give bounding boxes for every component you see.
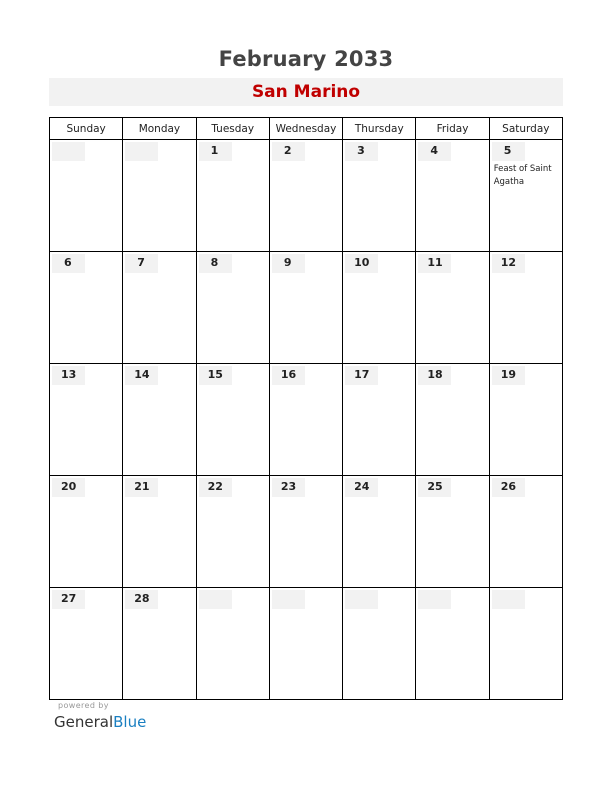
country-banner bbox=[49, 78, 563, 106]
day-cell bbox=[269, 364, 342, 476]
empty-day-box bbox=[418, 590, 451, 609]
day-cell bbox=[489, 140, 562, 252]
holiday-label: Feast of Saint Agatha bbox=[493, 164, 552, 187]
day-cell bbox=[50, 588, 123, 700]
day-cell bbox=[416, 140, 489, 252]
day-cell bbox=[269, 588, 342, 700]
brand-logo-part1: General bbox=[54, 713, 114, 731]
day-number: 8 bbox=[210, 256, 219, 269]
weekday-saturday: Saturday bbox=[489, 118, 562, 140]
week-row bbox=[50, 364, 563, 476]
day-cell bbox=[343, 364, 416, 476]
day-number: 21 bbox=[134, 480, 150, 493]
week-row bbox=[50, 588, 563, 700]
day-number: 12 bbox=[500, 256, 516, 269]
empty-day-box bbox=[125, 142, 158, 161]
day-number: 22 bbox=[207, 480, 223, 493]
week-row bbox=[50, 476, 563, 588]
day-number: 18 bbox=[427, 368, 443, 381]
day-cell bbox=[489, 364, 562, 476]
day-number: 23 bbox=[280, 480, 297, 493]
empty-day-box bbox=[272, 590, 305, 609]
day-cell bbox=[269, 252, 342, 364]
country-name: San Marino bbox=[251, 82, 361, 102]
day-number: 17 bbox=[354, 368, 370, 381]
day-number: 9 bbox=[283, 256, 292, 269]
day-number: 4 bbox=[430, 144, 439, 157]
empty-day-box bbox=[492, 590, 525, 609]
day-cell bbox=[343, 476, 416, 588]
week-row bbox=[50, 252, 563, 364]
day-cell bbox=[416, 588, 489, 700]
day-cell bbox=[343, 588, 416, 700]
day-cell bbox=[269, 476, 342, 588]
day-cell bbox=[489, 476, 562, 588]
weekday-header-row bbox=[50, 118, 563, 140]
day-number: 13 bbox=[61, 368, 77, 381]
day-cell bbox=[50, 140, 123, 252]
day-number: 20 bbox=[61, 480, 77, 493]
brand-logo[interactable] bbox=[54, 713, 146, 731]
weekday-wednesday: Wednesday bbox=[269, 118, 342, 140]
weekday-tuesday: Tuesday bbox=[196, 118, 269, 140]
day-number: 6 bbox=[64, 256, 72, 269]
empty-day-box bbox=[199, 590, 232, 609]
day-cell bbox=[416, 364, 489, 476]
day-cell bbox=[196, 140, 269, 252]
empty-day-box bbox=[345, 590, 378, 609]
day-cell bbox=[196, 588, 269, 700]
day-number: 15 bbox=[207, 368, 223, 381]
day-cell bbox=[50, 476, 123, 588]
day-cell bbox=[489, 588, 562, 700]
day-cell bbox=[123, 252, 196, 364]
day-number: 11 bbox=[427, 256, 443, 269]
day-number: 16 bbox=[280, 368, 297, 381]
day-cell bbox=[269, 140, 342, 252]
calendar-grid bbox=[49, 117, 563, 700]
day-number: 5 bbox=[503, 144, 512, 157]
day-number: 25 bbox=[427, 480, 443, 493]
day-number: 24 bbox=[354, 480, 370, 493]
day-cell bbox=[416, 476, 489, 588]
day-number: 7 bbox=[137, 256, 145, 269]
day-number: 27 bbox=[61, 592, 77, 605]
day-number: 10 bbox=[354, 256, 370, 269]
day-number: 2 bbox=[283, 144, 292, 157]
brand-logo-part2: Blue bbox=[113, 713, 147, 731]
day-cell bbox=[343, 140, 416, 252]
weekday-friday: Friday bbox=[416, 118, 489, 140]
day-cell bbox=[123, 476, 196, 588]
day-number: 14 bbox=[134, 368, 150, 381]
day-cell bbox=[123, 364, 196, 476]
day-number: 19 bbox=[500, 368, 516, 381]
day-cell bbox=[196, 364, 269, 476]
day-number: 28 bbox=[134, 592, 150, 605]
empty-day-box bbox=[52, 142, 85, 161]
day-cell bbox=[343, 252, 416, 364]
weekday-sunday: Sunday bbox=[50, 118, 123, 140]
day-cell bbox=[489, 252, 562, 364]
day-cell bbox=[196, 252, 269, 364]
day-cell bbox=[196, 476, 269, 588]
day-cell bbox=[123, 588, 196, 700]
day-number: 26 bbox=[500, 480, 516, 493]
day-number: 1 bbox=[210, 144, 219, 157]
week-row bbox=[50, 140, 563, 252]
day-number: 3 bbox=[357, 144, 365, 157]
day-cell bbox=[416, 252, 489, 364]
day-cell bbox=[50, 364, 123, 476]
day-cell bbox=[50, 252, 123, 364]
weekday-monday: Monday bbox=[123, 118, 196, 140]
powered-by-label: powered by bbox=[58, 701, 109, 710]
day-cell bbox=[123, 140, 196, 252]
page-title: February 2033 bbox=[218, 47, 394, 71]
weekday-thursday: Thursday bbox=[343, 118, 416, 140]
